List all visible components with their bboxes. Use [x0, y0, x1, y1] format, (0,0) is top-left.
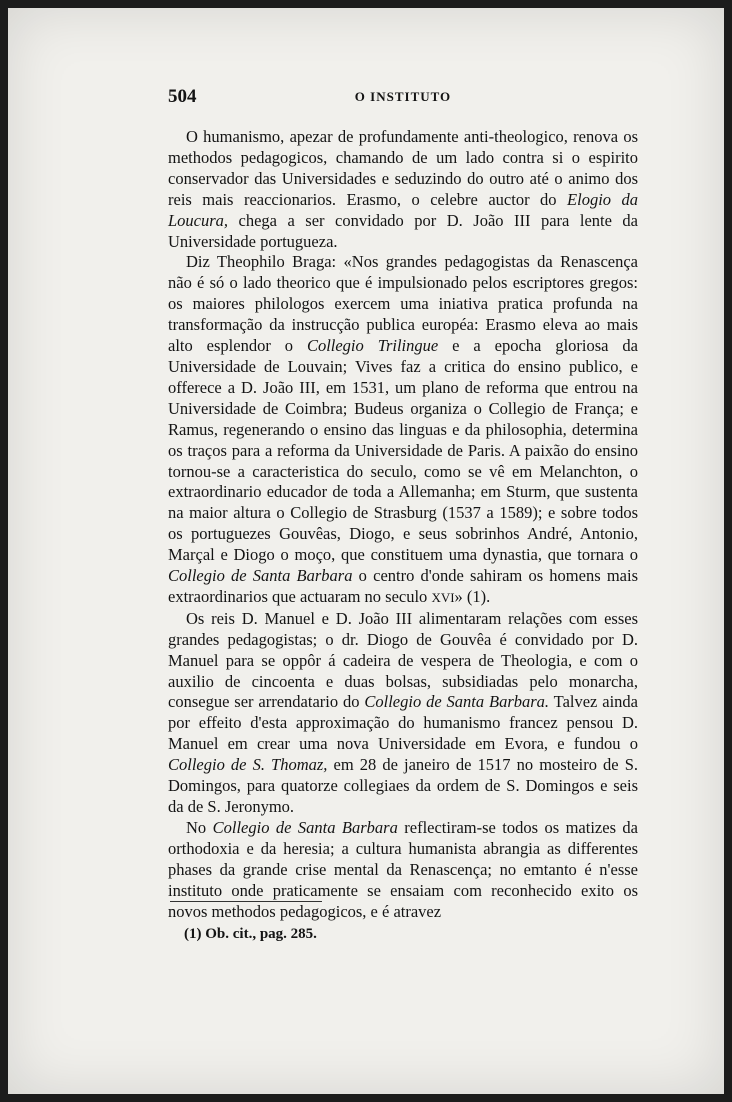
page-header [168, 86, 638, 110]
italic-title: Elogio da Loucura, [168, 189, 639, 230]
text-run: chega a ser convidado por D. João III para lente da Universidade portugueza. [168, 210, 638, 251]
text-run: Diz Theophilo Braga: «Nos grandes pedagogistas da Renascença não é só o lado theorico que é impulsionado pelos escriptores gregos: os maiores philologos exercem uma iniativa pratica profunda na transformação da instrucção publica européa: Erasmo eleva ao mais alto esplendor o [168, 252, 638, 356]
page [8, 8, 724, 1094]
text-run: reflectiram-se todos os matizes da orthodoxia e da heresia; a cultura humanista abrangia as differentes phases da grande crise mental da Renascença; no emtanto é n'esse instituto onde praticamente se ensaiam com reconhecido exito os novos methodos pedagogicos, e é atravez [168, 817, 638, 921]
text-run: No [186, 817, 213, 837]
paragraph-3 [168, 609, 638, 818]
italic-title: Collegio Trilingue [306, 336, 439, 356]
century-numeral: XVI [431, 589, 455, 605]
paragraph-1 [168, 127, 638, 252]
page-number: 504 [168, 86, 197, 107]
footnote-rule [170, 901, 322, 902]
text-run: e a epocha gloriosa da Universidade de Louvain; Vives faz a critica do ensino publico, e offerece a D. João III, em 1531, um plano de reforma que entrou na Universidade de Coimbra; Budeus organiza o Collegio de França; e Ramus, regenerando o ensino das linguas e da philosophia, determina os traços para a reforma da Universidade de Paris. A paixão do ensino tornou-se a caracteristica do seculo, como se vê em Melanchton, o extraordinario educador de toda a Allemanha; em Sturm, que sustenta na maior altura o Collegio de Strasburg (1537 a 1589); e sobre todos os portuguezes Gouvêas, Diogo, e seus sobrinhos André, Antonio, Marçal e Diogo o moço, que constituem uma dynastia, que tornara o [168, 336, 638, 565]
text-run: » (1). [454, 586, 491, 606]
paragraph-2 [168, 252, 638, 608]
paragraph-4 [168, 818, 638, 923]
text-run: em 28 de janeiro de 1517 no mosteiro de S. Domingos, para quatorze collegiaes da ordem de S. Domingos e seis da de S. Jeronymo. [168, 755, 638, 816]
running-head: O INSTITUTO [354, 89, 452, 104]
italic-title: Collegio de S. Thomaz, [168, 755, 328, 775]
text-run: O humanismo, apezar de profundamente anti-theologico, renova os methodos pedagogicos, chamando de um lado contra si o espirito conservador das Universidades e seduzindo do outro até o animo dos reis mais reaccionarios. Erasmo, o celebre auctor do [168, 127, 638, 209]
footnote: (1) Ob. cit., pag. 285. [184, 926, 317, 942]
text-run: Os reis D. Manuel e D. João III alimentaram relações com esses grandes pedagogistas; o dr. Diogo de Gouvêa é convidado por D. Manuel para se oppôr á cadeira de vespera de Theologia, e com o auxilio de cincoenta e duas bolsas, subsidiadas pelo monarcha, consegue ser arrendatario do [168, 608, 638, 712]
italic-title: Collegio de Santa Barbara [212, 817, 398, 837]
body-text [168, 127, 638, 922]
text-run: o centro d'onde sahiram os homens mais extraordinarios que actuaram no seculo [168, 566, 638, 606]
italic-title: Collegio de Santa Barbara [168, 566, 353, 586]
italic-title: Collegio de Santa Barbara. [364, 692, 550, 712]
text-run: Talvez ainda por effeito d'esta approximação do humanismo francez pensou D. Manuel em crear uma nova Universidade em Evora, e fundou o [168, 692, 638, 754]
